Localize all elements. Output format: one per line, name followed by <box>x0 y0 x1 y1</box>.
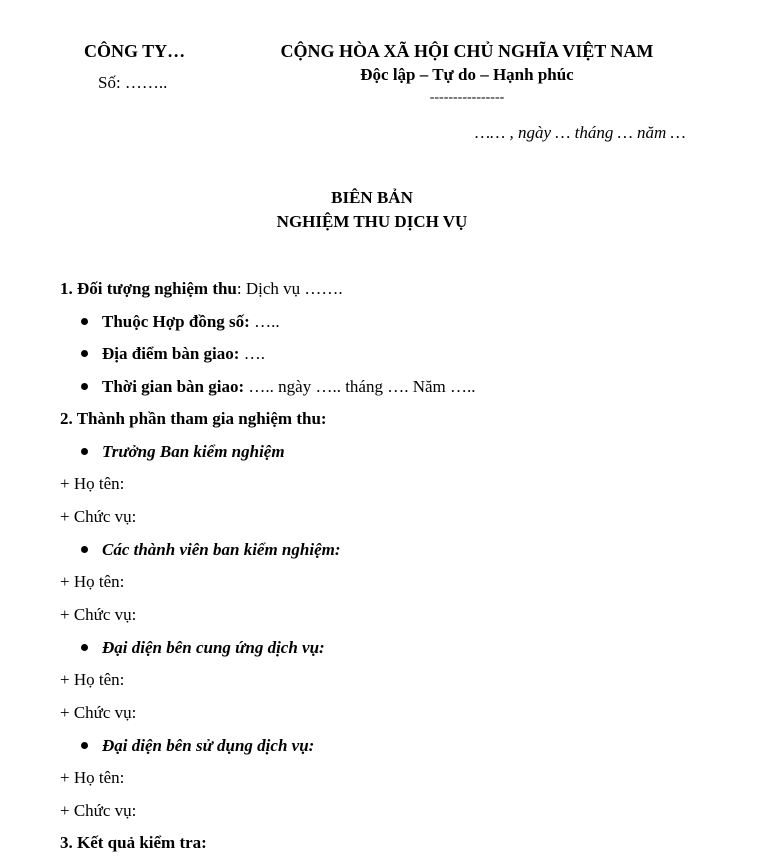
bullet-icon <box>81 448 88 455</box>
position-field-label: + Chức vụ: <box>60 507 137 526</box>
republic-heading: CỘNG HÒA XÃ HỘI CHỦ NGHĨA VIỆT NAM <box>280 41 654 61</box>
list-item <box>102 312 280 332</box>
section1-heading-label: 1. Đối tượng nghiệm thu <box>60 279 237 298</box>
section1-heading <box>60 279 343 299</box>
item-value: ….. ngày ….. tháng …. Năm ….. <box>244 377 476 396</box>
section1-heading-value: : Dịch vụ ……. <box>236 279 343 298</box>
bullet-icon <box>81 546 88 553</box>
group-title: Đại diện bên sử dụng dịch vụ: <box>102 736 315 755</box>
document-number: Số: …….. <box>98 73 168 92</box>
date-line: …… , ngày … tháng … năm … <box>475 123 686 142</box>
item-label: Thời gian bàn giao: <box>102 377 245 396</box>
national-motto: Độc lập – Tự do – Hạnh phúc <box>360 65 574 84</box>
item-label: Thuộc Hợp đồng số: <box>102 312 250 331</box>
document-title-line1: BIÊN BẢN <box>331 188 413 207</box>
name-field-label: + Họ tên: <box>60 572 125 591</box>
company-name: CÔNG TY… <box>84 41 186 61</box>
document-title-line2: NGHIỆM THU DỊCH VỤ <box>276 212 468 231</box>
name-field-label: + Họ tên: <box>60 474 125 493</box>
item-label: Địa điểm bàn giao: <box>102 344 240 363</box>
group-title: Các thành viên ban kiểm nghiệm: <box>102 540 341 559</box>
bullet-icon <box>81 350 88 357</box>
bullet-icon <box>81 318 88 325</box>
list-item <box>102 377 476 397</box>
bullet-icon <box>81 644 88 651</box>
group-title: Trưởng Ban kiểm nghiệm <box>102 442 285 461</box>
list-item <box>102 344 265 364</box>
header-divider: ---------------- <box>429 90 505 105</box>
position-field-label: + Chức vụ: <box>60 605 137 624</box>
group-title: Đại diện bên cung ứng dịch vụ: <box>102 638 325 657</box>
position-field-label: + Chức vụ: <box>60 703 137 722</box>
section3-heading: 3. Kết quả kiểm tra: <box>60 833 207 852</box>
bullet-icon <box>81 742 88 749</box>
section2-heading: 2. Thành phần tham gia nghiệm thu: <box>60 409 327 428</box>
item-value: ….. <box>249 312 280 331</box>
name-field-label: + Họ tên: <box>60 670 125 689</box>
position-field-label: + Chức vụ: <box>60 801 137 820</box>
bullet-icon <box>81 383 88 390</box>
item-value: …. <box>239 344 265 363</box>
name-field-label: + Họ tên: <box>60 768 125 787</box>
